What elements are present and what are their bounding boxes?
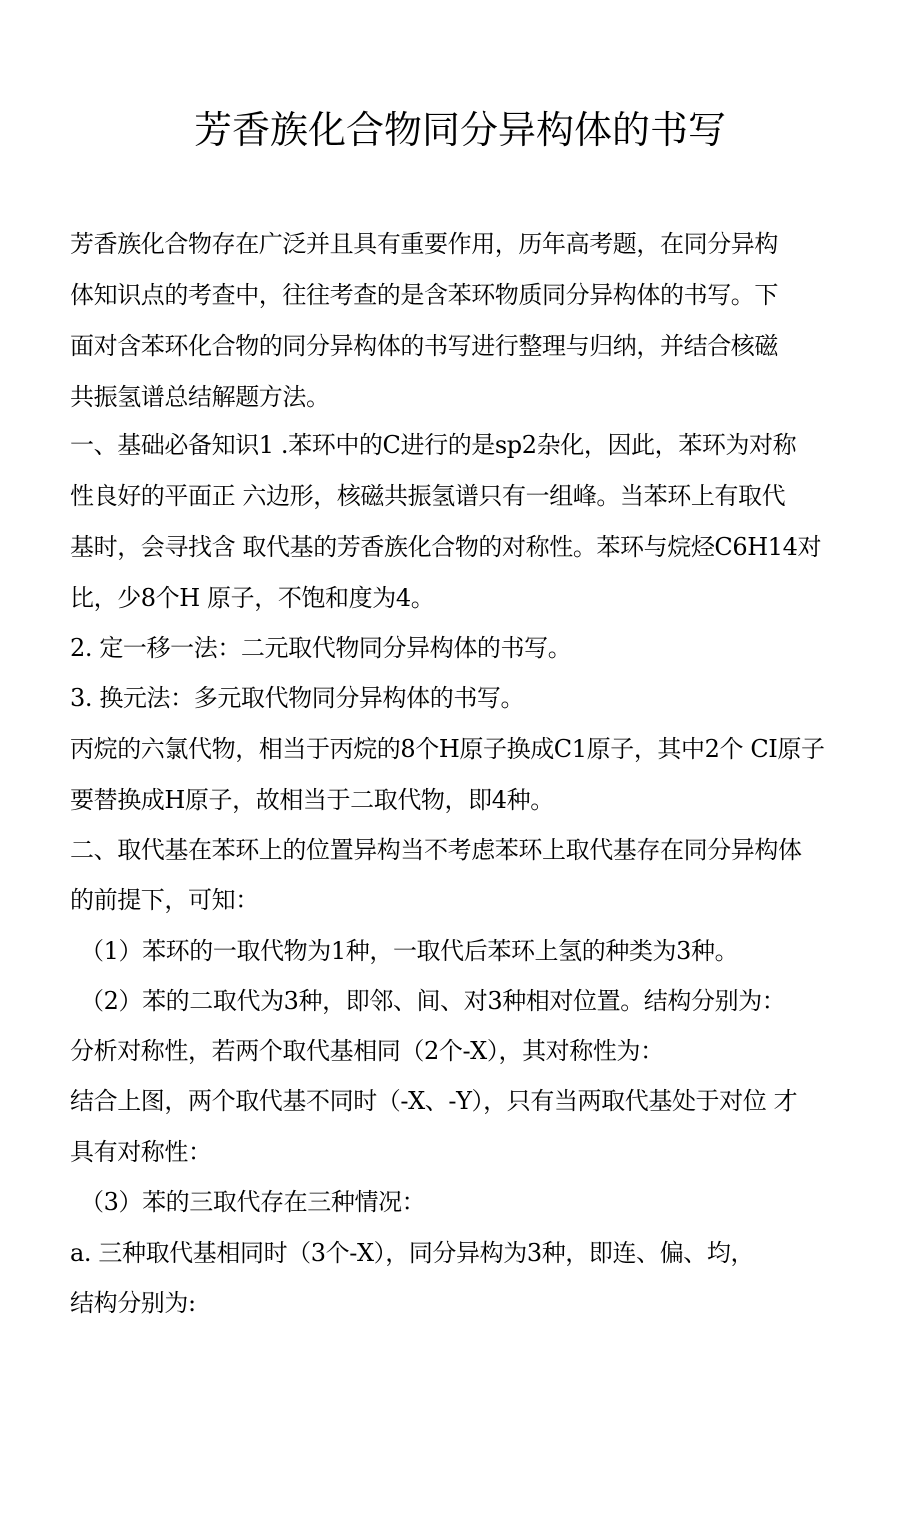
paragraph-line: 面对含苯环化合物的同分异构体的书写进行整理与归纳，并结合核磁: [70, 332, 778, 360]
paragraph-line: 芳香族化合物存在广泛并且具有重要作用，历年高考题，在同分异构: [70, 230, 778, 258]
list-item-line: 3. 换元法：多元取代物同分异构体的书写。: [70, 684, 525, 712]
list-item-line: 2. 定一移一法：二元取代物同分异构体的书写。: [70, 634, 572, 662]
paragraph-line: 结构分别为:: [70, 1289, 196, 1317]
document-title: 芳香族化合物同分异构体的书写: [193, 108, 726, 152]
paragraph-line: 要替换成H原子，故相当于二取代物，即4种。: [70, 786, 554, 814]
paragraph-line: 性良好的平面正 六边形，核磁共振氢谱只有一组峰。当苯环上有取代: [70, 482, 786, 510]
list-item-line: （3）苯的三取代存在三种情况：: [80, 1188, 426, 1216]
list-item-line: （1）苯环的一取代物为1种，一取代后苯环上氢的种类为3种。: [80, 937, 739, 965]
paragraph-line: 结合上图，两个取代基不同时（-X、-Y），只有当两取代基处于对位 才: [70, 1087, 798, 1115]
paragraph-line: 分析对称性，若两个取代基相同（2个-X），其对称性为：: [70, 1037, 664, 1065]
section-heading-line: 一、基础必备知识1 .苯环中的C进行的是sp2杂化，因此，苯环为对称: [70, 431, 797, 459]
paragraph-line: 基时，会寻找含 取代基的芳香族化合物的对称性。苯环与烷烃C6H14对: [70, 533, 822, 561]
paragraph-line: 共振氢谱总结解题方法。: [70, 383, 330, 411]
paragraph-line: 比，少8个H 原子，不饱和度为4。: [70, 584, 435, 612]
section-heading-line: 二、取代基在苯环上的位置异构当不考虑苯环上取代基存在同分异构体: [70, 836, 802, 864]
paragraph-line: 丙烷的六氯代物，相当于丙烷的8个H原子换成C1原子，其中2个 CI原子: [70, 735, 825, 763]
paragraph-line: 体知识点的考查中，往往考查的是含苯环物质同分异构体的书写。下: [70, 281, 778, 309]
paragraph-line: 具有对称性：: [70, 1138, 212, 1166]
paragraph-line: 的前提下，可知：: [70, 886, 259, 914]
list-item-line: （2）苯的二取代为3种，即邻、间、对3种相对位置。结构分别为：: [80, 987, 786, 1015]
list-item-line: a. 三种取代基相同时（3个-X），同分异构为3种，即连、偏、均，: [70, 1239, 755, 1267]
